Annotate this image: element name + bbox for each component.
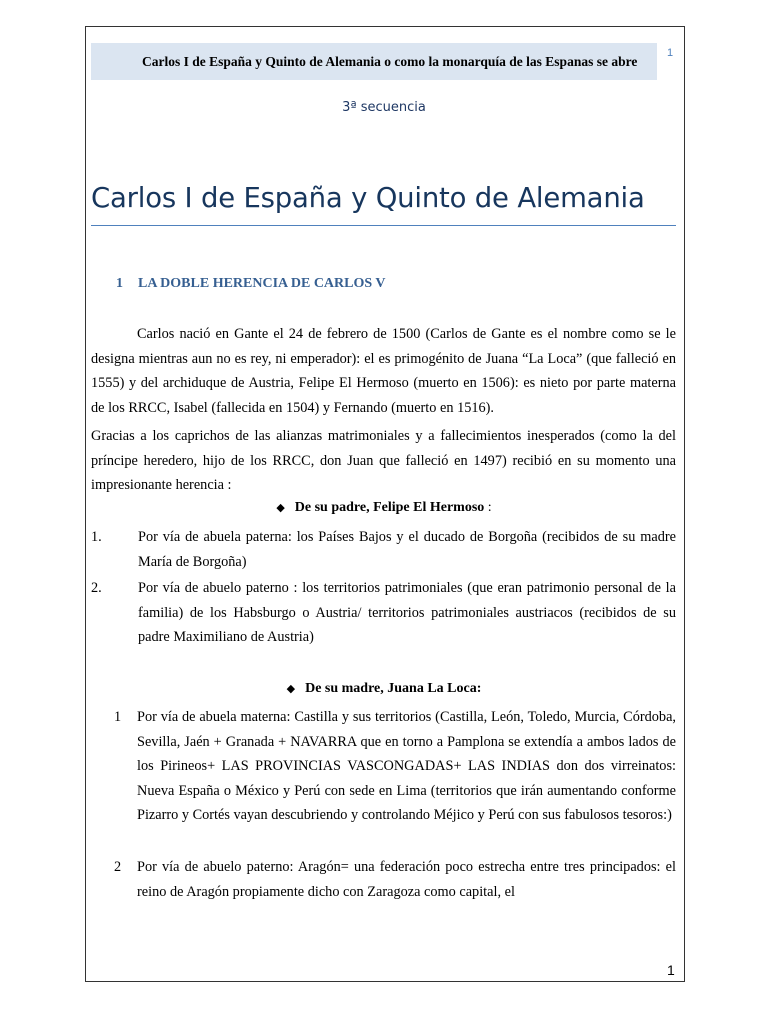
father-heading-text: De su padre, Felipe El Hermoso xyxy=(294,500,485,515)
list-item-text: Por vía de abuelo paterno: Aragón= una federación poco estrecha entre tres principados: el reino de Aragón propiamente dicho con Zaragoza como capital, el xyxy=(137,859,676,900)
list-item-text: Por vía de abuelo paterno : los territorios patrimoniales (que eran patrimonio personal de la familia) de los Habsburgo o Austria/ territorios patrimoniales austriacos (recibidos de su padre Maximiliano de Austria) xyxy=(138,580,676,645)
page-title: Carlos I de España y Quinto de Alemania xyxy=(91,182,645,214)
father-heading xyxy=(0,500,768,516)
list-marker: 2 xyxy=(114,859,122,875)
list-item-text: Por vía de abuela materna: Castilla y sus territorios (Castilla, León, Toledo, Murcia, Córdoba, Sevilla, Jaén + Granada + NAVARRA que en torno a Pamplona se extendía a ambos lados de los Pirineos+ LAS PROVINCIAS VASCONGADAS+ LAS INDIAS don dos virreinatos: Nueva España o México y Perú con sede en Lima (territorios que irán aumentando conforme Pizarro y Cortés vayan descubriendo y controlando Méjico y Perú con sus fabulosos tesoros:) xyxy=(137,709,676,823)
paragraph-inheritance: Gracias a los caprichos de las alianzas matrimoniales y a fallecimientos inesperados (como la del príncipe heredero, hijo de los RRCC, don Juan que falleció en 1497) recibió en su momento una impresionante herencia : xyxy=(91,428,676,493)
diamond-bullet-icon: ◆ xyxy=(276,502,285,514)
list-marker: 2. xyxy=(91,580,102,596)
list-marker: 1. xyxy=(91,529,102,545)
mother-heading-text: De su madre, Juana La Loca: xyxy=(305,681,482,696)
section-heading xyxy=(116,276,386,292)
paragraph-birth: Carlos nació en Gante el 24 de febrero de 1500 (Carlos de Gante es el nombre como se le designa mientras aun no es rey, ni emperador): el es primogénito de Juana “La Loca” (que falleció en 1555) y del archiduque de Austria, Felipe El Hermoso (muerto en 1506): es nieto por parte materna de los RRCC, Isabel (fallecida en 1504) y Fernando (muerto en 1516). xyxy=(91,326,676,416)
diamond-bullet-icon: ◆ xyxy=(286,683,296,695)
running-header-title: Carlos I de España y Quinto de Alemania o como la monarquía de las Espanas se abre xyxy=(142,54,638,69)
running-header xyxy=(91,43,657,80)
father-heading-suffix: : xyxy=(484,500,492,515)
header-page-number: 1 xyxy=(667,47,674,59)
section-heading-text: LA DOBLE HERENCIA DE CARLOS V xyxy=(138,276,386,291)
section-number: 1 xyxy=(116,276,123,291)
list-item-text: Por vía de abuela paterna: los Países Bajos y el ducado de Borgoña (recibidos de su madre María de Borgoña) xyxy=(138,529,676,570)
sequence-label: 3ª secuencia xyxy=(342,100,426,115)
title-underline xyxy=(91,225,676,226)
mother-heading xyxy=(0,681,768,697)
list-marker: 1 xyxy=(114,709,122,725)
footer-page-number: 1 xyxy=(667,962,675,978)
